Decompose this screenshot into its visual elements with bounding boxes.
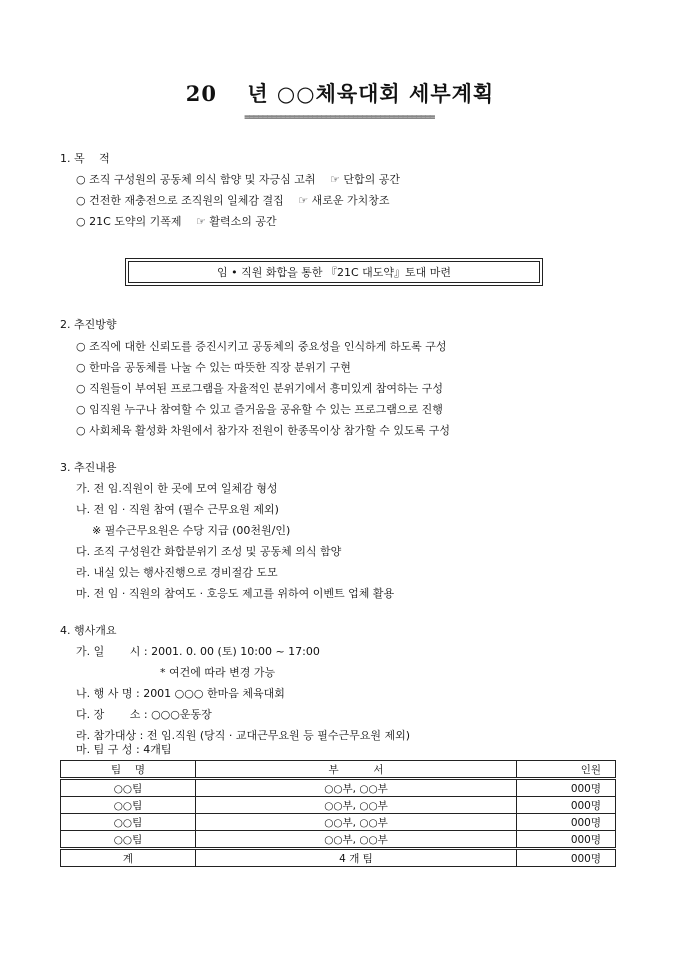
direction-item: ○ 사회체육 활성화 차원에서 참가자 전원이 한종목이상 참가할 수 있도록 구성 bbox=[76, 424, 450, 437]
contents-item: 마. 전 임 · 직원의 참여도 · 호응도 제고를 위하여 이벤트 업체 활용 bbox=[76, 587, 395, 600]
cell-team: ○○팀 bbox=[61, 814, 196, 831]
overview-item: 가. 일 시 : 2001. 0. 00 (토) 10:00 ~ 17:00 bbox=[76, 645, 320, 658]
overview-item: 나. 행 사 명 : 2001 ○○○ 한마음 체육대회 bbox=[76, 687, 285, 700]
cell-department: ○○부, ○○부 bbox=[196, 831, 517, 849]
overview-item: 라. 참가대상 : 전 임.직원 (당직 · 교대근무요원 등 필수근무요원 제외) bbox=[76, 729, 411, 742]
slogan-box bbox=[125, 258, 543, 286]
overview-note: * 여건에 따라 변경 가능 bbox=[160, 666, 276, 679]
purpose-item: ○ 21C 도약의 기폭제 ☞ 활력소의 공간 bbox=[76, 215, 277, 228]
total-headcount: 000명 bbox=[517, 849, 616, 867]
table-header-row bbox=[61, 761, 616, 779]
table-total-row bbox=[61, 849, 616, 867]
slogan-text: 임 • 직원 화합을 통한 『21C 대도약』토대 마련 bbox=[216, 266, 452, 279]
total-label: 계 bbox=[61, 849, 196, 867]
section-heading-purpose: 1. 목 적 bbox=[60, 152, 110, 165]
cell-team: ○○팀 bbox=[61, 779, 196, 797]
direction-item: ○ 한마음 공동체를 나눌 수 있는 따뜻한 직장 분위기 구현 bbox=[76, 361, 351, 374]
cell-headcount: 000명 bbox=[517, 779, 616, 797]
header-headcount: 인원 bbox=[517, 761, 616, 779]
contents-item: 나. 전 임 · 직원 참여 (필수 근무요원 제외) bbox=[76, 503, 279, 516]
title-underline: ========================================== bbox=[244, 112, 434, 123]
cell-department: ○○부, ○○부 bbox=[196, 779, 517, 797]
cell-team: ○○팀 bbox=[61, 797, 196, 814]
purpose-item: ○ 건전한 재충전으로 조직원의 일체감 결집 ☞ 새로운 가치창조 bbox=[76, 194, 390, 207]
table-row bbox=[61, 814, 616, 831]
section-heading-overview: 4. 행사개요 bbox=[60, 624, 117, 637]
contents-item: 라. 내실 있는 행사진행으로 경비절감 도모 bbox=[76, 566, 278, 579]
cell-department: ○○부, ○○부 bbox=[196, 814, 517, 831]
table-row bbox=[61, 797, 616, 814]
contents-item: 가. 전 임.직원이 한 곳에 모여 일체감 형성 bbox=[76, 482, 278, 495]
overview-item: 마. 팀 구 성 : 4개팀 bbox=[76, 743, 172, 756]
cell-headcount: 000명 bbox=[517, 831, 616, 849]
page-title: 20 년 ○○체육대회 세부계획 bbox=[185, 81, 495, 106]
contents-note: ※ 필수근무요원은 수당 지급 (00천원/인) bbox=[92, 524, 291, 537]
cell-headcount: 000명 bbox=[517, 797, 616, 814]
header-department: 부 서 bbox=[196, 761, 517, 779]
purpose-item: ○ 조직 구성원의 공동체 의식 함양 및 자긍심 고취 ☞ 단합의 공간 bbox=[76, 173, 400, 186]
header-team: 팀 명 bbox=[61, 761, 196, 779]
direction-item: ○ 직원들이 부여된 프로그램을 자율적인 분위기에서 흥미있게 참여하는 구성 bbox=[76, 382, 443, 395]
table-row bbox=[61, 831, 616, 849]
direction-item: ○ 조직에 대한 신뢰도를 증진시키고 공동체의 중요성을 인식하게 하도록 구성 bbox=[76, 340, 447, 353]
section-heading-contents: 3. 추진내용 bbox=[60, 461, 117, 474]
direction-item: ○ 임직원 누구나 참여할 수 있고 즐거움을 공유할 수 있는 프로그램으로 진행 bbox=[76, 403, 443, 416]
table-row bbox=[61, 779, 616, 797]
section-heading-direction: 2. 추진방향 bbox=[60, 318, 117, 331]
overview-item: 다. 장 소 : ○○○운동장 bbox=[76, 708, 212, 721]
contents-item: 다. 조직 구성원간 화합분위기 조성 및 공동체 의식 함양 bbox=[76, 545, 342, 558]
total-teams: 4 개 팀 bbox=[196, 849, 517, 867]
cell-department: ○○부, ○○부 bbox=[196, 797, 517, 814]
cell-team: ○○팀 bbox=[61, 831, 196, 849]
cell-headcount: 000명 bbox=[517, 814, 616, 831]
team-table bbox=[60, 760, 616, 867]
